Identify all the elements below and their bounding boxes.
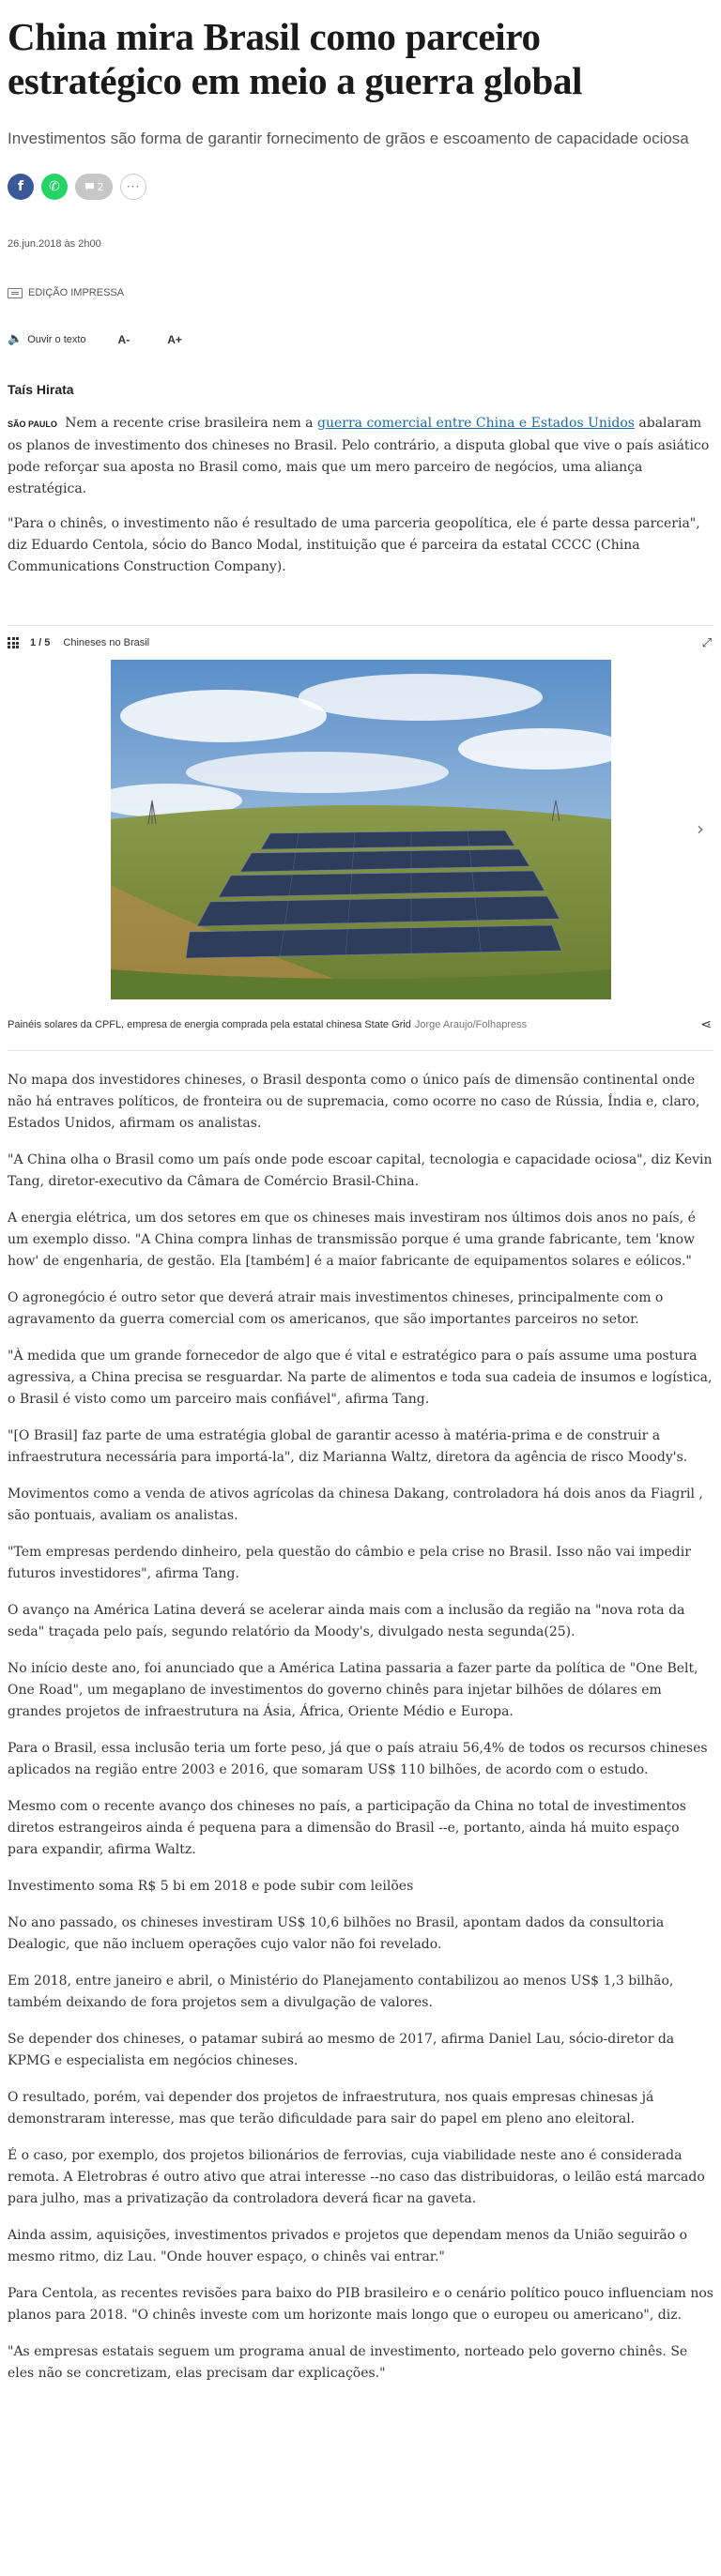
paragraph: "As empresas estatais seguem um programa anual de investimento, norteado pelo governo chinês. Se eles não se concretizam, elas precisam dar explicações." — [8, 2344, 688, 2381]
comment-icon — [84, 182, 95, 191]
paragraph: Mesmo com o recente avanço dos chineses no país, a participação da China no total de investimentos diretos estrangeiros ainda é pequena para a dimensão do Brasil --e, portanto, ainda há muito espaço para expandir, afirma Waltz. — [8, 1799, 686, 1857]
paragraph: Para Centola, as recentes revisões para baixo do PIB brasileiro e o cenário político pouco influenciam nos planos para 2018. "O chinês investe com um horizonte mais longo que o europeu ou americano", diz. — [8, 2286, 713, 2323]
gallery-title: Chineses no Brasil — [63, 637, 150, 648]
paragraph: Em 2018, entre janeiro e abril, o Ministério do Planejamento contabilizou ao menos US$ 1,3 bilhão, também deixando de fora projetos sem a divulgação de valores. — [8, 1974, 674, 2010]
article-subheadline: Investimentos são forma de garantir fornecimento de grãos e escoamento de capacidade ociosa — [8, 130, 689, 147]
paragraph: A energia elétrica, um dos setores em que os chineses mais investiram nos últimos dois anos no país, é um exemplo disso. "A China compra linhas de transmissão porque é uma grande fabricante, tem 'know how' de engenharia, de gestão. Ela [também] é a maior fabricante de equipamentos solares e eólicos." — [8, 1211, 696, 1269]
article-headline: China mira Brasil como parceiro estratégico em meio a guerra global — [8, 15, 583, 102]
paragraph: No ano passado, os chineses investiram US$ 10,6 bilhões no Brasil, apontam dados da consultoria Dealogic, que não incluem operações cujo valor não foi revelado. — [8, 1915, 665, 1952]
newspaper-icon — [8, 288, 23, 298]
solar-panels-photo — [111, 660, 611, 999]
facebook-icon: f — [17, 179, 24, 194]
trade-war-link[interactable]: guerra comercial entre China e Estados Unidos — [317, 416, 635, 431]
paragraph: No início deste ano, foi anunciado que a América Latina passaria a fazer parte da política de "One Belt, One Road", um megaplano de investimentos do governo chinês para injetar bilhões de dólares em grandes projetos de infraestrutura na Ásia, África, Oriente Médio e Europa. — [8, 1661, 698, 1719]
paragraph: Movimentos como a venda de ativos agrícolas da chinesa Dakang, controladora há dois anos da Fiagril , são pontuais, avaliam os analistas. — [8, 1486, 703, 1523]
grid-icon[interactable] — [8, 637, 19, 648]
paragraph: No mapa dos investidores chineses, o Brasil desponta como o único país de dimensão continental onde não há entraves políticos, de fronteira ou de supremacia, como ocorre no caso de Rússia, Índia e, claro, Estados Unidos, afirmam os analistas. — [8, 1073, 700, 1131]
section-subtitle: Investimento soma R$ 5 bi em 2018 e pode subir com leilões — [8, 1879, 414, 1894]
whatsapp-icon: ✆ — [49, 179, 60, 194]
paragraph: O avanço na América Latina deverá se acelerar ainda mais com a inclusão da região na "nova rota da seda" traçada pelo país, segundo relatório da Moody's, divulgado nesta segunda(25). — [8, 1603, 685, 1639]
paragraph: Se depender dos chineses, o patamar subirá ao mesmo de 2017, afirma Daniel Lau, sócio-diretor da KPMG e especialista em negócios chineses. — [8, 2032, 675, 2068]
whatsapp-share-button[interactable] — [41, 174, 68, 200]
gallery-slide — [8, 660, 713, 1007]
solar-panels-illustration — [111, 660, 611, 999]
photo-gallery — [8, 625, 713, 1051]
lead-rest: abalaram os planos de investimento dos chineses no Brasil. Pelo contrário, a disputa global que vive o país asiático pode reforçar sua aposta no Brasil como, mais que um mero parceiro de negócios, uma aliança estratégica. — [8, 416, 710, 496]
font-decrease-button[interactable]: A- — [117, 332, 130, 346]
paragraph: "Tem empresas perdendo dinheiro, pela questão do câmbio e pela crise no Brasil. Isso não vai impedir futuros investidores", afirma Tang. — [8, 1545, 691, 1581]
print-edition-text: EDIÇÃO IMPRESSA — [28, 287, 125, 298]
paragraph: "A China olha o Brasil como um país onde pode escoar capital, tecnologia e capacidade ociosa", diz Kevin Tang, diretor-executivo da Câmara de Comércio Brasil-China. — [8, 1152, 713, 1189]
paragraph: O agronegócio é outro setor que deverá atrair mais investimentos chineses, principalmente com o agravamento da guerra comercial com os americanos, que são importantes parceiros no setor. — [8, 1290, 664, 1327]
publish-date: 26.jun.2018 às 2h00 — [8, 238, 101, 250]
comments-count: 2 — [97, 180, 104, 193]
fullscreen-icon[interactable]: ⤢ — [701, 635, 712, 650]
more-share-options-button[interactable] — [120, 174, 146, 200]
gallery-counter: 1 / 5 — [30, 637, 51, 648]
lead-paragraph — [8, 413, 713, 500]
share-bar — [8, 173, 713, 201]
listen-label: Ouvir o texto — [27, 333, 86, 345]
author-name: Taís Hirata — [8, 382, 74, 397]
caption-text: Painéis solares da CPFL, empresa de energia comprada pela estatal chinesa State Grid — [8, 1019, 411, 1030]
paragraph: O resultado, porém, vai depender dos projetos de infraestrutura, nos quais empresas chinesas já demonstraram interesse, mas que terão dificuldade para sair do papel em pleno ano eleitoral. — [8, 2090, 654, 2126]
facebook-share-button[interactable] — [8, 174, 34, 200]
speaker-icon: 🔈 — [8, 332, 23, 346]
article-body-top — [8, 413, 713, 578]
reading-tools — [8, 332, 713, 346]
article-body — [8, 1070, 713, 2403]
listen-button[interactable] — [8, 332, 86, 346]
print-edition-label — [8, 287, 713, 298]
gallery-header — [8, 626, 713, 660]
share-icon[interactable]: ⋖ — [700, 1017, 712, 1032]
dateline: SÃO PAULO — [8, 419, 57, 429]
more-icon: ··· — [126, 180, 141, 193]
paragraph: "[O Brasil] faz parte de uma estratégia global de garantir acesso à matéria-prima e de construir a infraestrutura necessária para importá-la", diz Marianna Waltz, diretora da agência de risco Moody's. — [8, 1428, 688, 1465]
photo-credit: Jorge Araujo/Folhapress — [414, 1019, 528, 1030]
paragraph: É o caso, por exemplo, dos projetos bilionários de ferrovias, cuja viabilidade neste ano é considerada remota. A Eletrobras é outro ativo que atrai interesse --no caso das distribuidoras, o leilão está marcado para julho, mas a privatização da controladora deverá ficar na gaveta. — [8, 2148, 705, 2206]
comments-button[interactable] — [75, 174, 113, 200]
next-slide-button[interactable]: › — [697, 817, 704, 840]
photo-caption — [8, 1007, 713, 1043]
paragraph-2: "Para o chinês, o investimento não é resultado de uma parceria geopolítica, ele é parte dessa parceria", diz Eduardo Centola, sócio do Banco Modal, instituição que é parceira da estatal CCCC (China Communications Construction Company). — [8, 516, 700, 574]
paragraph: Para o Brasil, essa inclusão teria um forte peso, já que o país atraiu 56,4% de todos os recursos chineses aplicados na região entre 2003 e 2016, que somaram US$ 110 bilhões, de acordo com o estudo. — [8, 1741, 708, 1777]
font-increase-button[interactable]: A+ — [167, 332, 182, 346]
paragraph: Ainda assim, aquisições, investimentos privados e projetos que dependam menos da União seguirão o mesmo ritmo, diz Lau. "Onde houver espaço, o chinês vai entrar." — [8, 2228, 688, 2264]
lead-text: Nem a recente crise brasileira nem a — [65, 416, 314, 431]
paragraph: "À medida que um grande fornecedor de algo que é vital e estratégico para o país assume uma postura agressiva, a China precisa se resguardar. Na parte de alimentos e toda sua cadeia de insumos e logística, o Brasil é visto como um parceiro mais confiável", afirma Tang. — [8, 1349, 713, 1407]
